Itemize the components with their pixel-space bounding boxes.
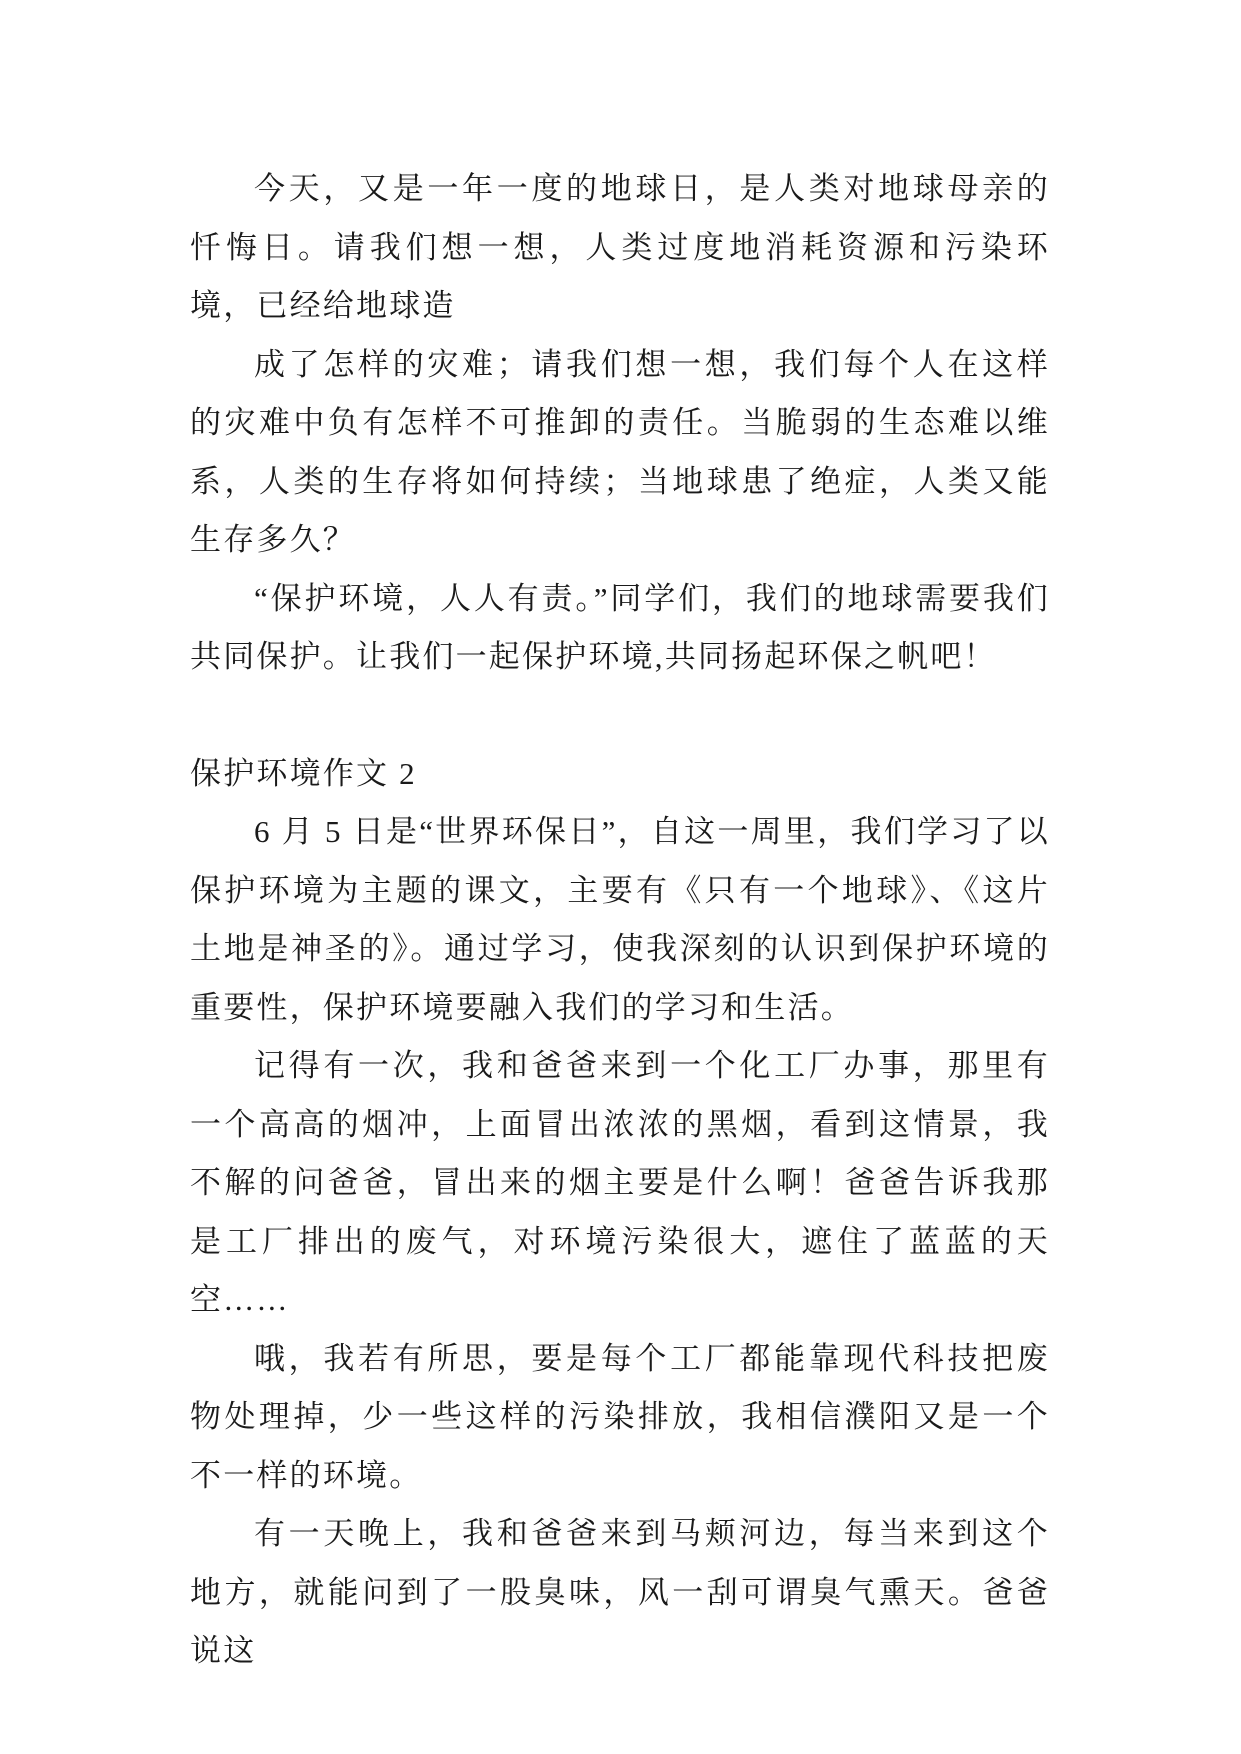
document-body <box>190 160 1050 1681</box>
paragraph-earth-day: 今天，又是一年一度的地球日，是人类对地球母亲的忏悔日。请我们想一想，人类过度地消耗资源和污染环境，已经给地球造 <box>190 171 1050 323</box>
paragraph-river: 有一天晚上，我和爸爸来到马颊河边，每当来到这个地方，就能问到了一股臭味，风一刮可谓臭气熏天。爸爸说这 <box>190 1516 1050 1668</box>
paragraph-environment-day: 6 月 5 日是“世界环保日”，自这一周里，我们学习了以保护环境为主题的课文，主要有《只有一个地球》、《这片土地是神圣的》。通过学习，使我深刻的认识到保护环境的重要性，保护环境要融入我们的学习和生活。 <box>190 814 1050 1025</box>
section-title: 保护环境作文 2 <box>190 755 417 791</box>
paragraph-factory: 记得有一次，我和爸爸来到一个化工厂办事，那里有一个高高的烟冲，上面冒出浓浓的黑烟，看到这情景，我不解的问爸爸，冒出来的烟主要是什么啊！爸爸告诉我那是工厂排出的废气，对环境污染很大，遮住了蓝蓝的天空…… <box>190 1048 1050 1317</box>
paragraph-slogan: “保护环境，人人有责。”同学们，我们的地球需要我们共同保护。让我们一起保护环境,共同扬起环保之帆吧！ <box>190 580 1050 674</box>
paragraph-reflection: 哦，我若有所思，要是每个工厂都能靠现代科技把废物处理掉，少一些这样的污染排放，我相信濮阳又是一个不一样的环境。 <box>190 1340 1050 1493</box>
paragraph-disaster: 成了怎样的灾难；请我们想一想，我们每个人在这样的灾难中负有怎样不可推卸的责任。当脆弱的生态难以维系，人类的生存将如何持续；当地球患了绝症，人类又能生存多久？ <box>190 346 1050 557</box>
